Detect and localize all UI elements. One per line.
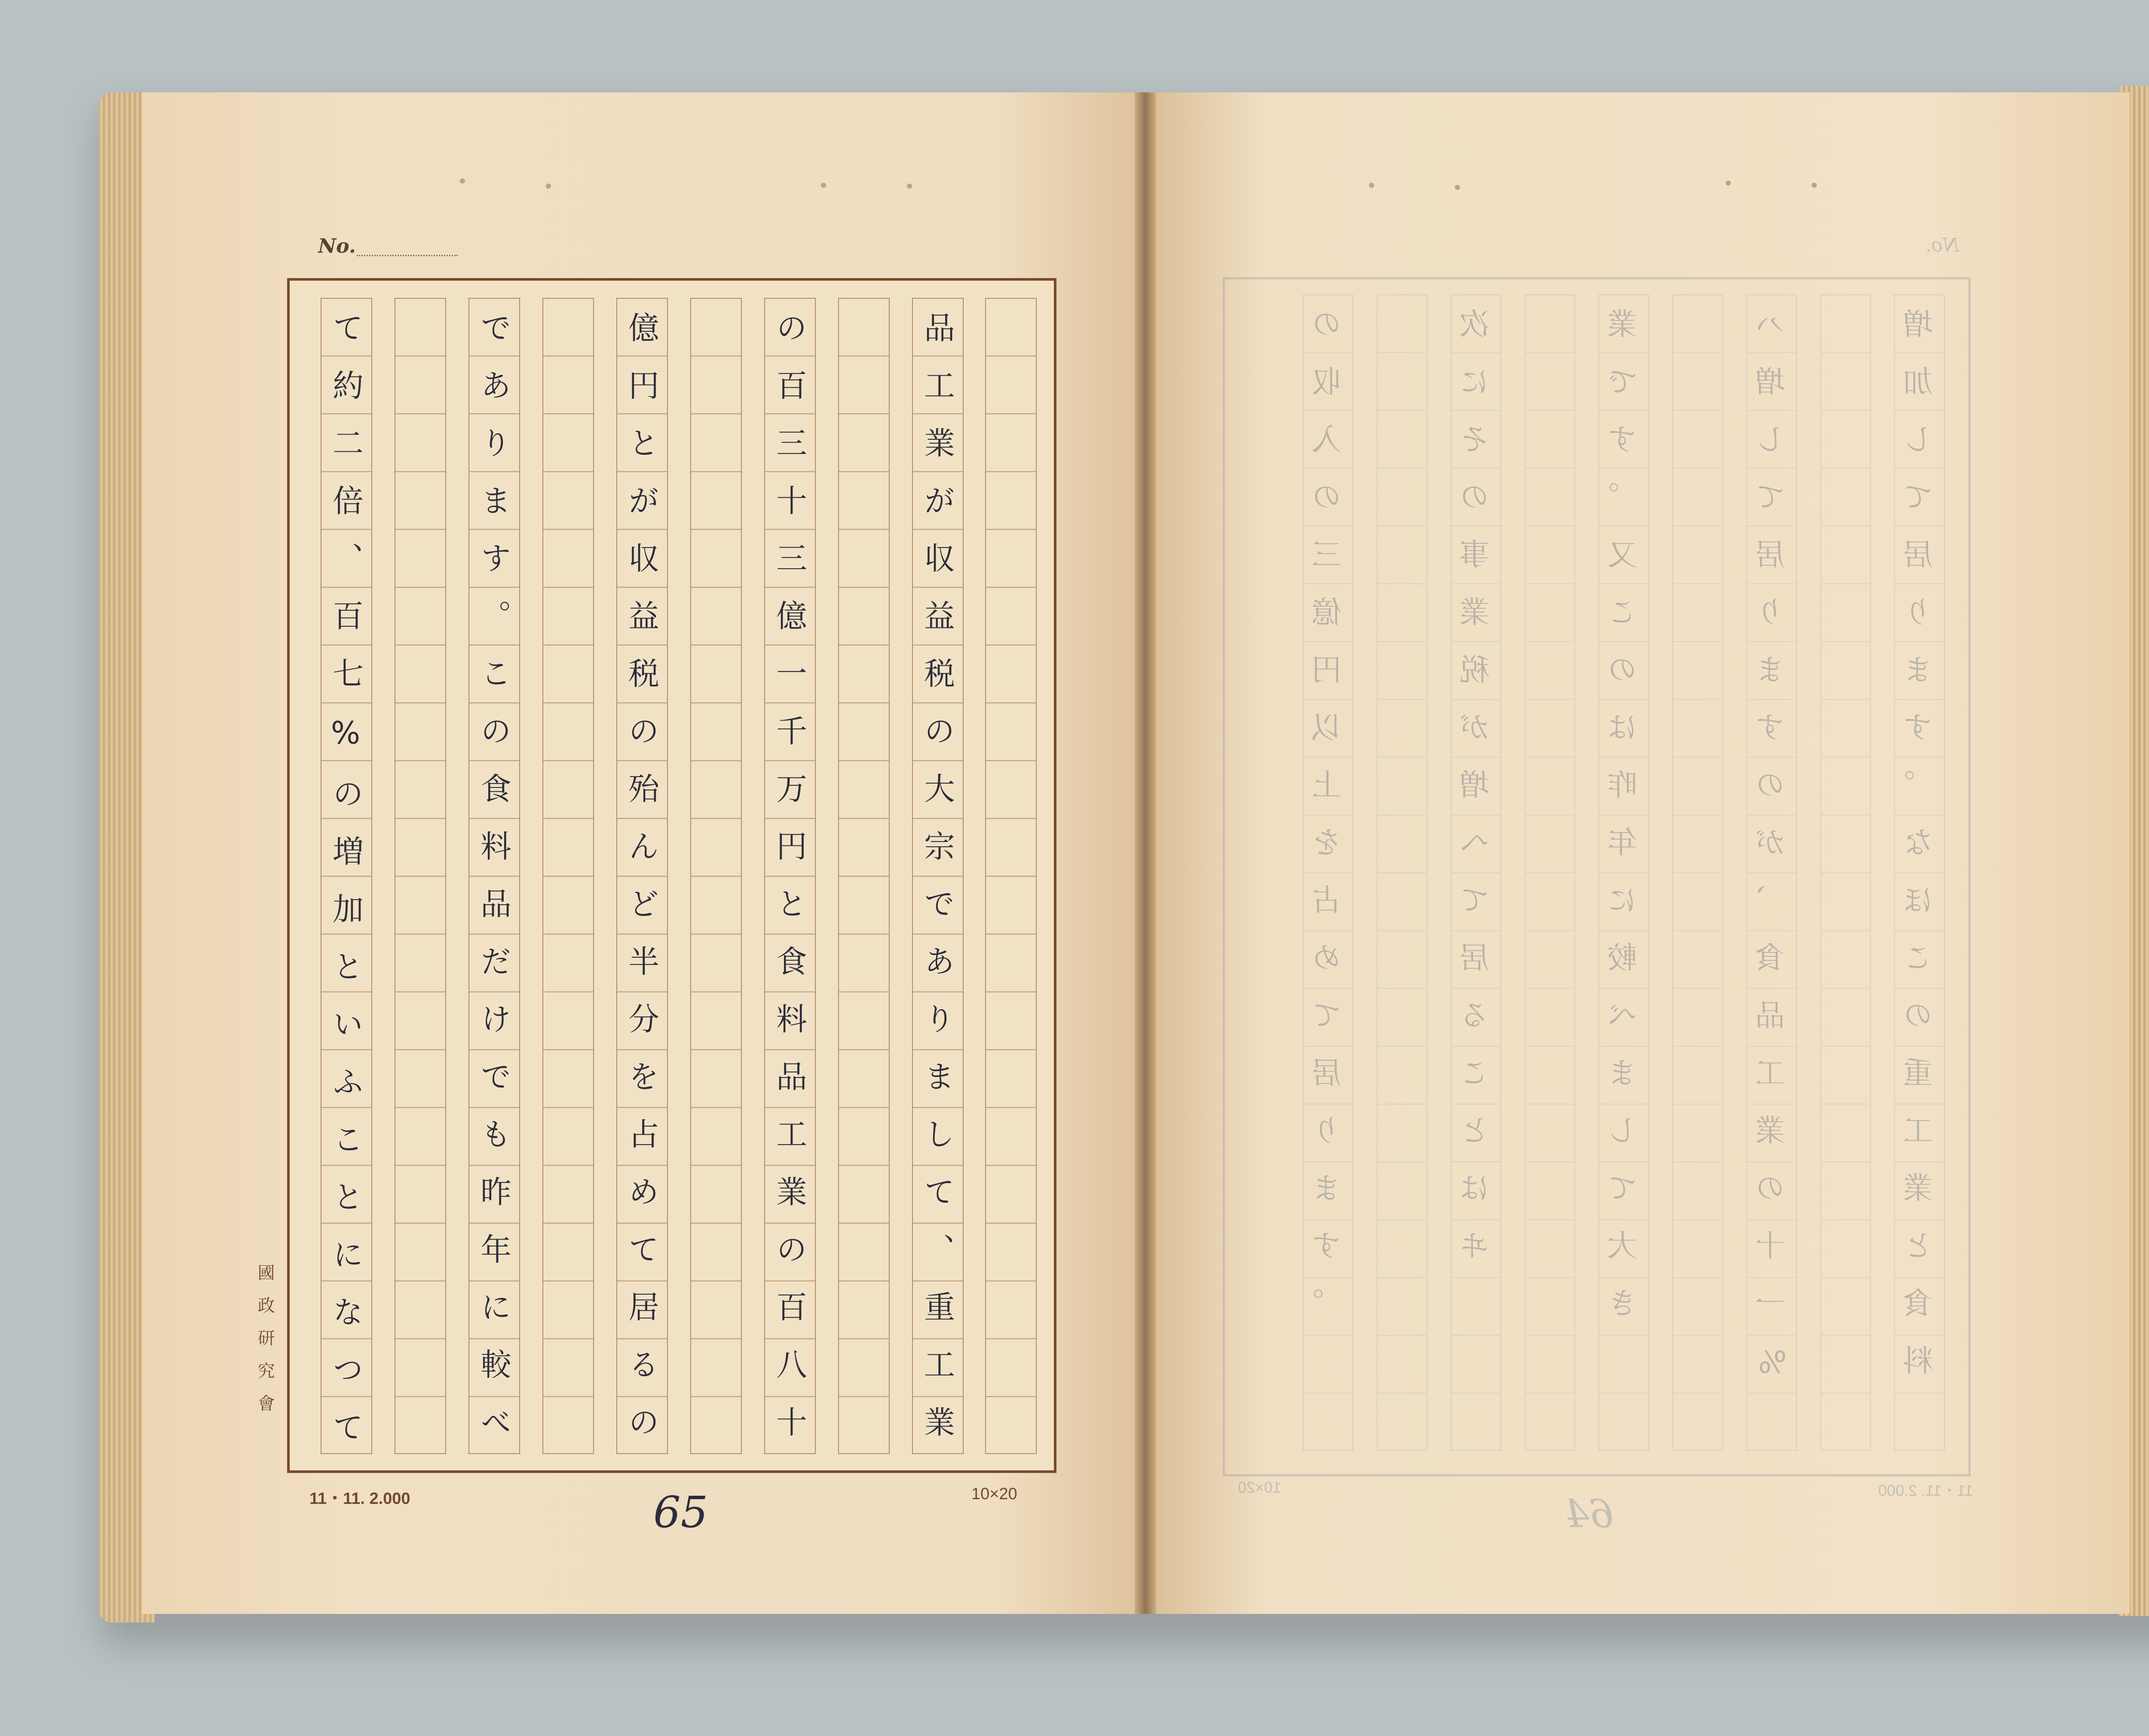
column-text: て約二倍、百七%の増加といふことになつて (328, 312, 364, 1469)
ghost-column-text: の収入の三億円以上を占めて居ります。 (1311, 308, 1347, 1345)
number-blank-line (357, 255, 458, 256)
ghost-column (1598, 294, 1649, 1451)
grid-column (838, 298, 890, 1454)
ghost-page-number: 64 (1564, 1491, 1614, 1537)
column-text: 品工業が収益税の大宗でありまして、重工業 (919, 312, 955, 1464)
number-label: No. (318, 234, 356, 257)
ghost-column (1525, 294, 1575, 1451)
ghost-print-code: 11・11. 2.000 (1878, 1482, 1973, 1499)
grid-column (912, 298, 964, 1464)
ghost-column-text (1378, 295, 1427, 308)
ghost-column (1820, 294, 1871, 1451)
ghost-column-text: 次にその事業税が増へて居ることはヰ (1459, 308, 1494, 1287)
column-text: であります。この食料品だけでも昨年に較べ (475, 312, 511, 1464)
grid-column (985, 298, 1037, 1454)
ghost-grid-size: 10×20 (1238, 1479, 1282, 1496)
publisher-stamp: 國政研究會 (255, 1264, 275, 1427)
grid-column (690, 298, 742, 1454)
ghost-column-text (1673, 295, 1722, 308)
ghost-column-text (1525, 295, 1574, 308)
column-text (986, 299, 1036, 312)
ghost-column-text: 増加して居ります。なほこの重工業と食料 (1903, 308, 1938, 1402)
column-text (839, 299, 889, 312)
ghost-column (1451, 294, 1501, 1451)
ghost-column (1303, 294, 1353, 1451)
ghost-column (1377, 294, 1427, 1451)
grid-column (395, 298, 446, 1454)
column-text: 億円とが収益税の殆んど半分を占めて居るの (623, 312, 659, 1464)
column-text (395, 299, 445, 312)
grid-size-label: 10×20 (971, 1485, 1017, 1503)
grid-column (468, 298, 520, 1464)
grid-column (321, 298, 372, 1469)
column-text (691, 299, 741, 312)
column-text: の百三十三億一千万円と食料品工業の百八十 (771, 312, 807, 1464)
book-gutter (1135, 92, 1156, 1614)
ghost-column (1894, 294, 1945, 1451)
manuscript-grid (287, 278, 1056, 1473)
grid-column (616, 298, 668, 1464)
show-through-grid (1223, 277, 1971, 1476)
ghost-column (1746, 294, 1797, 1451)
ghost-column-text: ハ増して居りますのが、食品工業の十一% (1755, 308, 1790, 1408)
ghost-column (1672, 294, 1723, 1451)
handwritten-page-number: 65 (653, 1487, 708, 1537)
ghost-number-label: No. (1926, 234, 1959, 256)
column-text (543, 299, 593, 312)
grid-column (542, 298, 594, 1454)
print-code: 11・11. 2.000 (309, 1490, 410, 1508)
grid-column (764, 298, 816, 1464)
ghost-column-text (1821, 295, 1870, 308)
ghost-column-text: 業です。又このは昨年に較べまして大き (1607, 308, 1642, 1345)
